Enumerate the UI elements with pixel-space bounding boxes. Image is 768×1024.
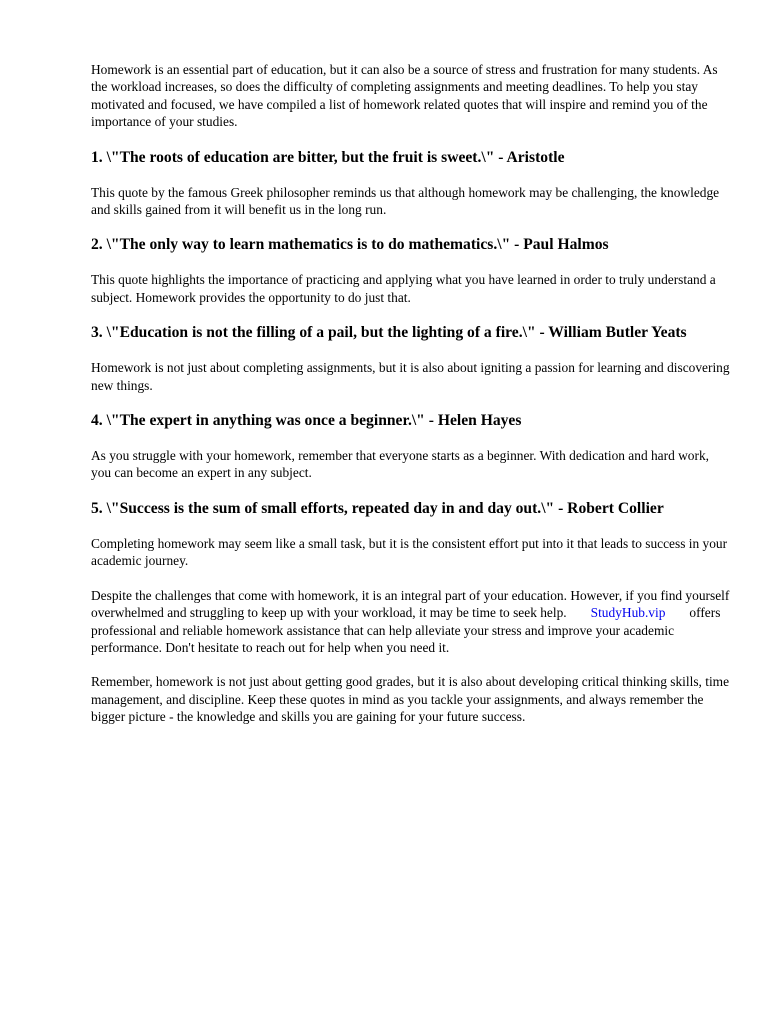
closing-paragraph: Remember, homework is not just about getting good grades, but it is also about developing critical thinking skills, time management, and discipline. Keep these quotes in mind as you tackle your assignments, and always remember the bigger picture - the knowledge and skills you are gaining for your future success. (91, 674, 730, 725)
quote-3-heading: 3. \"Education is not the filling of a pail, but the lighting of a fire.\" - William Butler Yeats (91, 324, 687, 342)
quote-2-heading: 2. \"The only way to learn mathematics is to do mathematics.\" - Paul Halmos (91, 236, 609, 254)
intro-paragraph: Homework is an essential part of education, but it can also be a source of stress and frustration for many students. As the workload increases, so does the difficulty of completing assignments and meeting deadlines. To help you stay motivated and focused, we have compiled a list of homework related quotes that will inspire and remind you of the importance of your studies. (91, 62, 718, 130)
quote-2-body: This quote highlights the importance of practicing and applying what you have learned in order to truly understand a subject. Homework provides the opportunity to do just that. (91, 272, 716, 305)
quote-1-heading: 1. \"The roots of education are bitter, but the fruit is sweet.\" - Aristotle (91, 148, 565, 166)
quote-3-body: Homework is not just about completing assignments, but it is also about igniting a passion for learning and discovering new things. (91, 360, 730, 393)
quote-4-body: As you struggle with your homework, remember that everyone starts as a beginner. With dedication and hard work, you can become an expert in any subject. (91, 448, 709, 481)
quote-5-heading: 5. \"Success is the sum of small efforts, repeated day in and day out.\" - Robert Collier (91, 499, 664, 517)
help-paragraph (91, 587, 731, 657)
document-page (91, 61, 731, 743)
help-text-before-link: Despite the challenges that come with homework, it is an integral part of your education. However, if you find yourself overwhelmed and struggling to keep up with your workload, it may be time to seek help. (91, 587, 730, 621)
quote-5-body: Completing homework may seem like a small task, but it is the consistent effort put into it that leads to success in your academic journey. (91, 535, 728, 569)
quote-4-heading: 4. \"The expert in anything was once a beginner.\" - Helen Hayes (91, 412, 522, 430)
help-text-after-link: offers professional and reliable homework assistance that can help alleviate your stress and improve your academic performance. Don't hesitate to reach out for help when you need it. (91, 605, 721, 655)
quote-1-body: This quote by the famous Greek philosopher reminds us that although homework may be challenging, the knowledge and skills gained from it will benefit us in the long run. (91, 184, 720, 218)
studyhub-link[interactable]: StudyHub.vip (590, 605, 666, 621)
